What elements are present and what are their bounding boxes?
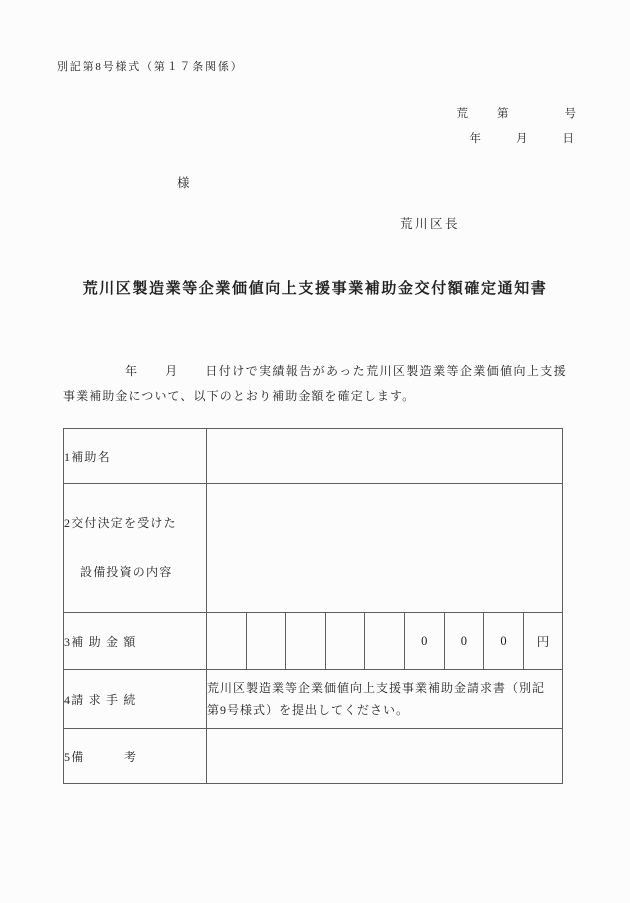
amount-digit-cell-1 (207, 613, 247, 670)
row4-value-line-1: 荒川区製造業等企業価値向上支援事業補助金請求書（別記 (207, 681, 546, 695)
row4-label: 4請 求 手 続 (64, 670, 207, 729)
row2-label-line-2: 設備投資の内容 (80, 565, 173, 579)
amount-digit-cell-6: 0 (404, 613, 444, 670)
amount-digit-cell-3 (286, 613, 326, 670)
amount-unit-yen-cell: 円 (523, 613, 563, 670)
document-title: 荒川区製造業等企業価値向上支援事業補助金交付額確定通知書 (82, 281, 548, 297)
row5-label: 5備 考 (64, 729, 207, 784)
date-line: 年 月 日 (469, 133, 578, 145)
row1-label: 1補助名 (64, 429, 207, 484)
amount-digit-cell-7: 0 (444, 613, 484, 670)
document-number-line: 荒 第 号 (456, 108, 578, 120)
amount-digit-cell-4 (325, 613, 365, 670)
form-reference: 別記第8号様式（第１７条関係） (57, 61, 244, 73)
row1-value-cell (207, 429, 563, 484)
row5-value-cell (207, 729, 563, 784)
table-row-investment-description (64, 484, 563, 613)
sender-title: 荒川区長 (400, 217, 461, 231)
body-paragraph-line-1: 年 月 日付けで実績報告があった荒川区製造業等企業価値向上支援 (125, 364, 568, 378)
table-row-remarks (64, 729, 563, 784)
row3-label: 3補 助 金 額 (64, 613, 207, 670)
row2-label (64, 484, 207, 613)
amount-digit-cell-2 (246, 613, 286, 670)
table-row-subsidy-amount (64, 613, 563, 670)
table-row-subsidy-name (64, 429, 563, 484)
addressee-honorific: 様 (177, 176, 190, 190)
body-paragraph-line-2: 事業補助金について、以下のとおり補助金額を確定します。 (63, 389, 416, 403)
row2-value-cell (207, 484, 563, 613)
row4-value-cell (207, 670, 563, 729)
row2-label-line-1: 2交付決定を受けた (64, 516, 177, 530)
subsidy-determination-table (63, 428, 563, 784)
row4-value-line-2: 第9号様式）を提出してください。 (207, 703, 410, 717)
amount-digit-cell-8: 0 (484, 613, 524, 670)
amount-digit-cell-5 (365, 613, 405, 670)
table-row-claim-procedure (64, 670, 563, 729)
